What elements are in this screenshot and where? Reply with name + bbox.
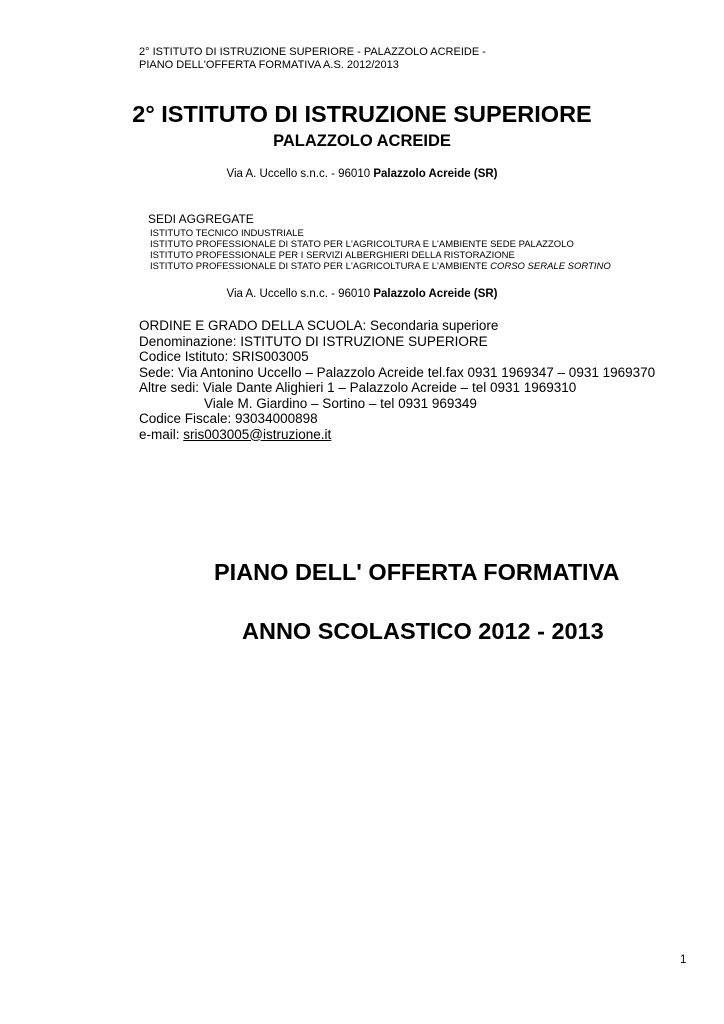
address-street: Via A. Uccello s.n.c. - 96010 (226, 288, 374, 300)
info-sede: Sede: Via Antonino Uccello – Palazzolo Acreide tel.fax 0931 1969347 – 0931 1969370 (139, 364, 656, 380)
info-codice-fiscale: Codice Fiscale: 93034000898 (139, 411, 318, 426)
sedi-heading: SEDI AGGREGATE (148, 212, 254, 226)
running-header-line1: 2° ISTITUTO DI ISTRUZIONE SUPERIORE - PALAZZOLO ACREIDE - (139, 46, 486, 58)
document-title: PIANO DELL' OFFERTA FORMATIVA (214, 559, 620, 585)
page-number: 1 (680, 954, 687, 966)
sedi-item: ISTITUTO TECNICO INDUSTRIALE (150, 228, 304, 239)
info-email (139, 427, 655, 443)
info-codice-istituto: Codice Istituto: SRIS003005 (139, 349, 309, 364)
info-denominazione: Denominazione: ISTITUTO DI ISTRUZIONE SUPERIORE (139, 333, 488, 349)
sedi-item-text: ISTITUTO PROFESSIONALE DI STATO PER L'AGRICOLTURA E L'AMBIENTE (150, 261, 491, 272)
sedi-item-italic: CORSO SERALE SORTINO (490, 261, 611, 272)
school-year-title: ANNO SCOLASTICO 2012 - 2013 (242, 618, 604, 644)
info-ordine: ORDINE E GRADO DELLA SCUOLA: Secondaria superiore (139, 318, 499, 333)
info-altre-sedi: Altre sedi: Viale Dante Alighieri 1 – Palazzolo Acreide – tel 0931 1969310 (139, 380, 577, 395)
school-address-repeat (0, 288, 724, 300)
school-info-block (139, 318, 655, 442)
email-label: e-mail: (139, 426, 184, 442)
address-city: Palazzolo Acreide (SR) (373, 288, 498, 300)
running-header-line2: PIANO DELL'OFFERTA FORMATIVA A.S. 2012/2013 (139, 59, 399, 71)
school-title: 2° ISTITUTO DI ISTRUZIONE SUPERIORE (132, 101, 592, 127)
address-street: Via A. Uccello s.n.c. - 96010 (226, 168, 374, 180)
sedi-list (150, 228, 611, 272)
sedi-item (150, 261, 611, 272)
email-link[interactable]: sris003005@istruzione.it (183, 426, 332, 442)
sedi-item: ISTITUTO PROFESSIONALE PER I SERVIZI ALBERGHIERI DELLA RISTORAZIONE (150, 250, 515, 261)
school-address (0, 168, 724, 180)
info-altre-sedi-2: Viale M. Giardino – Sortino – tel 0931 969349 (204, 395, 477, 411)
address-city: Palazzolo Acreide (SR) (373, 168, 498, 180)
school-subtitle: PALAZZOLO ACREIDE (273, 132, 451, 150)
sedi-item: ISTITUTO PROFESSIONALE DI STATO PER L'AGRICOLTURA E L'AMBIENTE SEDE PALAZZOLO (150, 239, 574, 250)
